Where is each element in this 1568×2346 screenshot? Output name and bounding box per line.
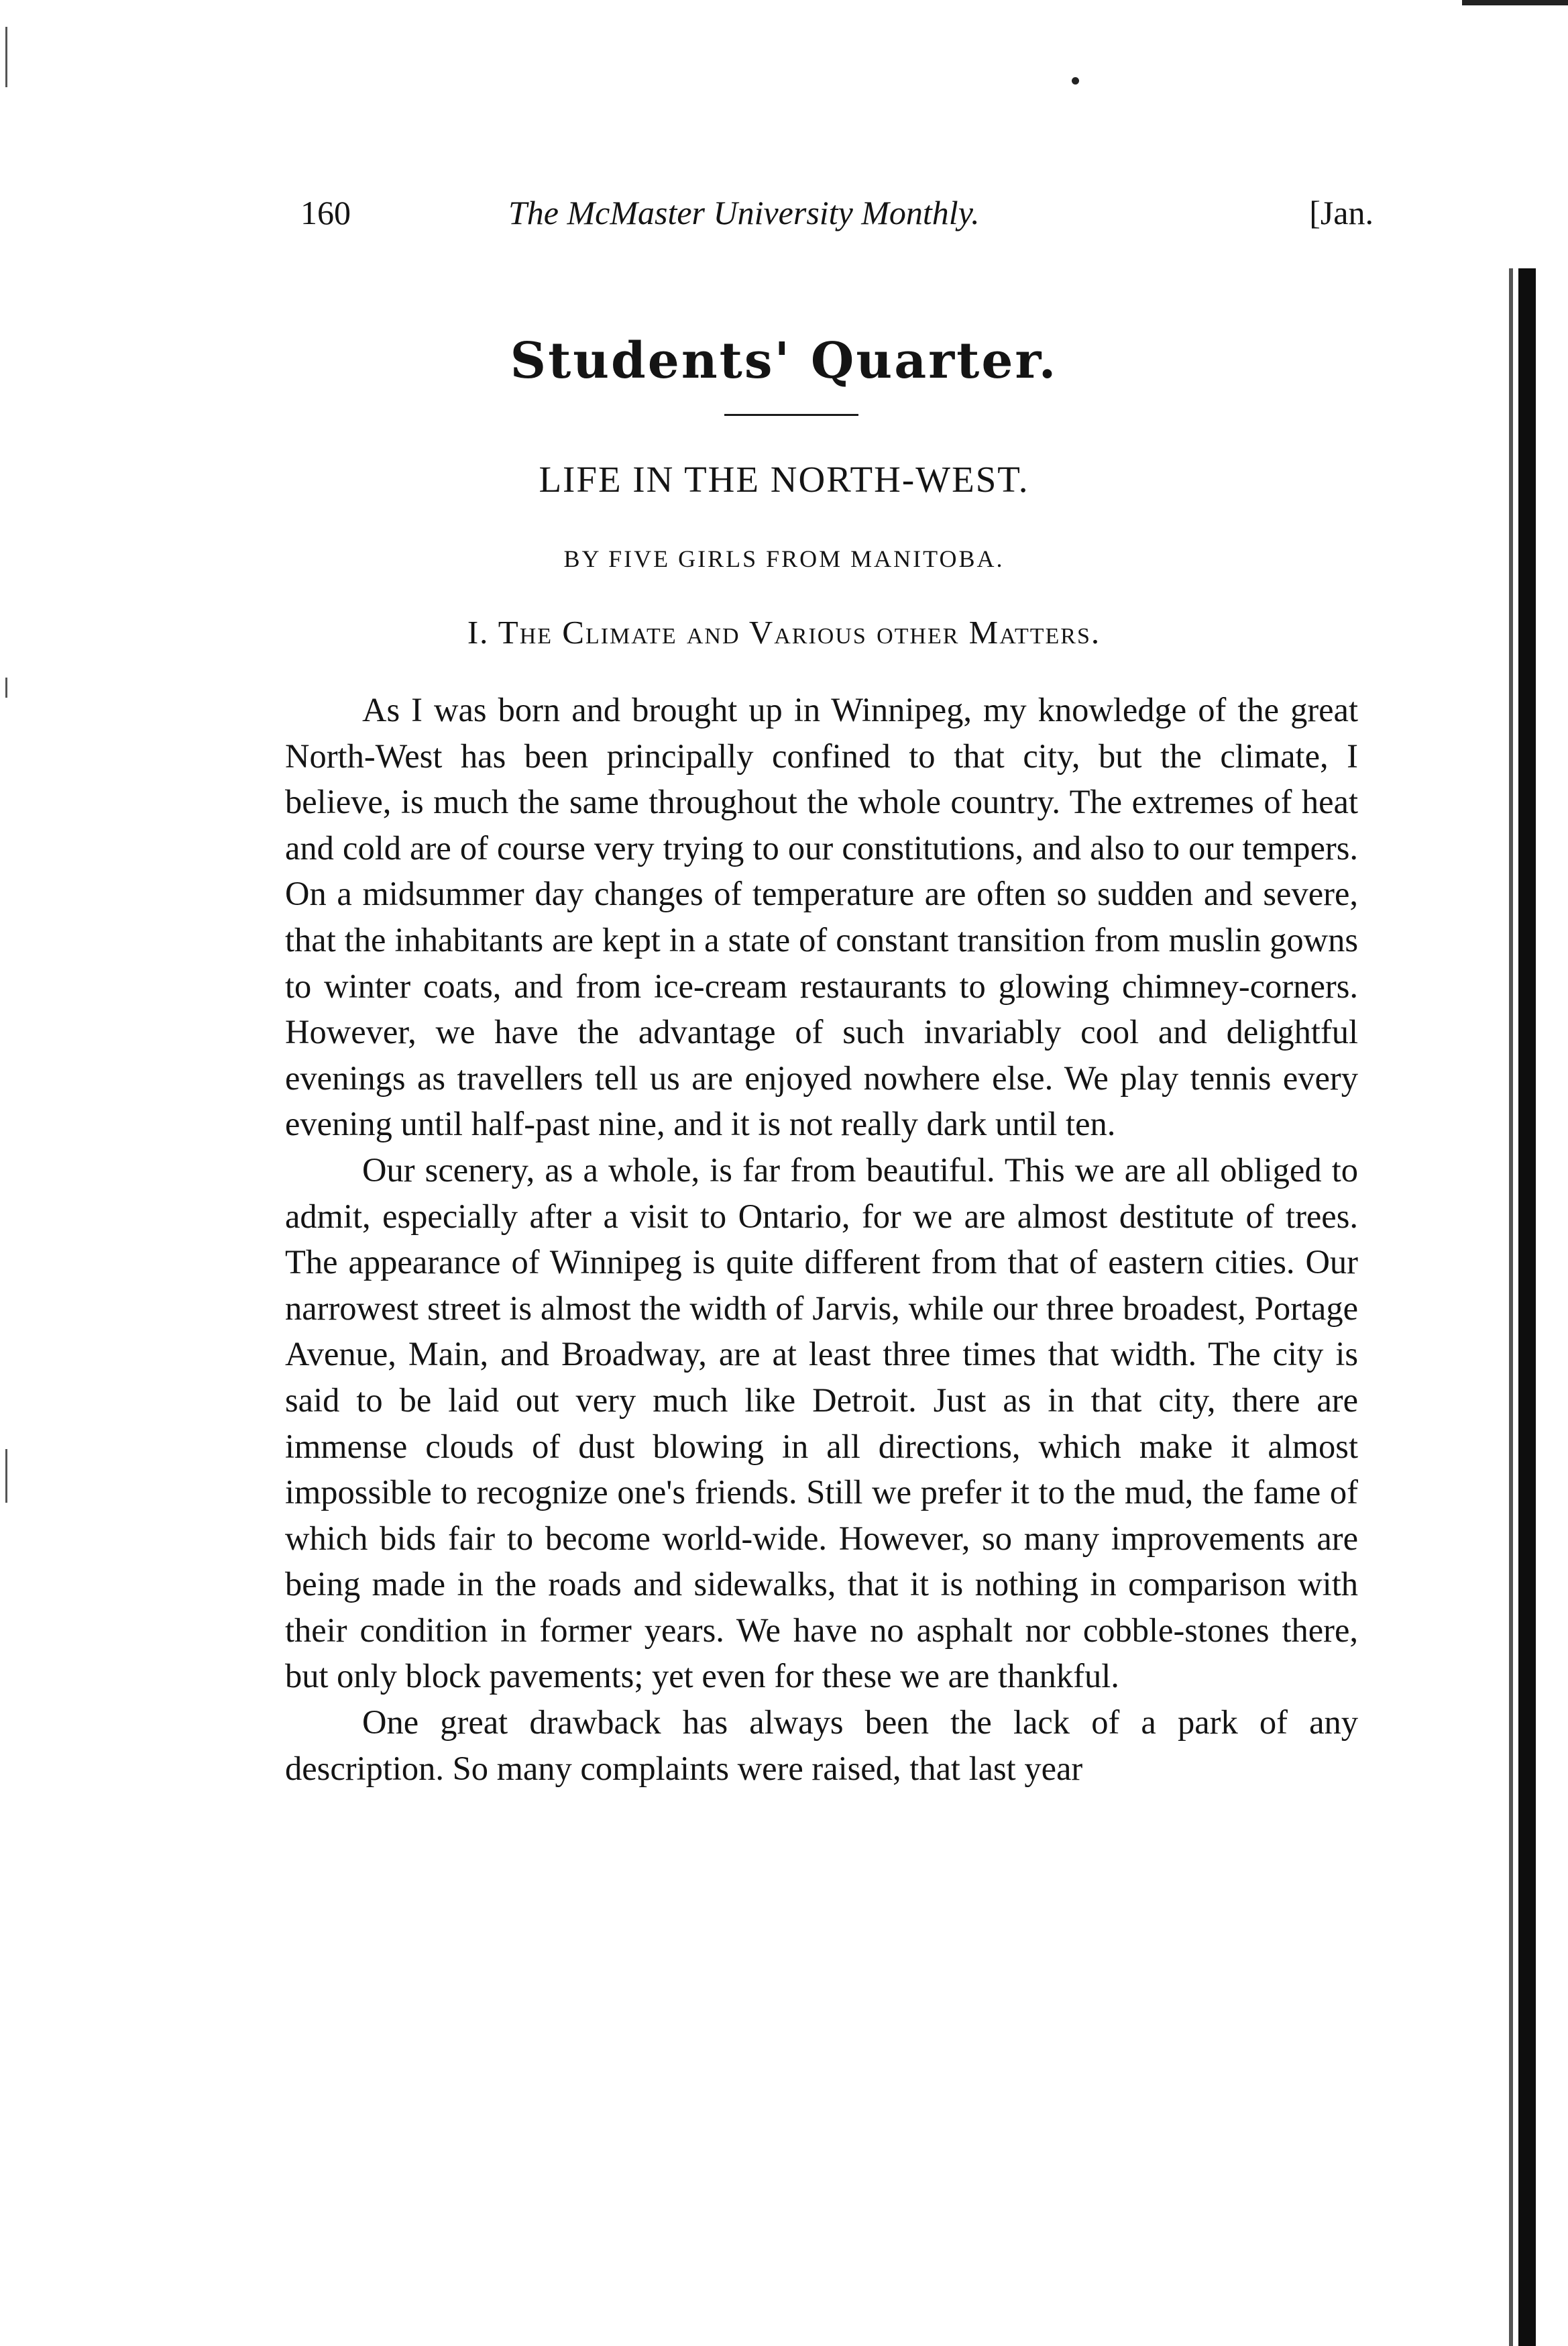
article-body [285,687,1358,1791]
body-paragraph: Our scenery, as a whole, is far from beautiful. This we are all obliged to admit, especially after a visit to Ontario, for we are almost destitute of trees. The appearance of Winnipeg is quite different from that of eastern cities. Our narrowest street is almost the width of Jarvis, while our three broadest, Portage Avenue, Main, and Broadway, are at least three times that width. The city is said to be laid out very much like Detroit. Just as in that city, there are immense clouds of dust blowing in all directions, which make it almost impossible to recognize one's friends. Still we prefer it to the mud, the fame of which bids fair to become world-wide. However, so many improvements are being made in the roads and sidewalks, that it is nothing in comparison with their condition in former years. We have no asphalt nor cobble-stones there, but only block pavements; yet even for these we are thankful. [285,1151,1358,1695]
article-byline: BY FIVE GIRLS FROM MANITOBA. [563,545,1005,572]
body-paragraph: One great drawback has always been the lack of a park of any description. So many complaints were raised, that last year [285,1703,1358,1787]
article-title: LIFE IN THE NORTH-WEST. [539,459,1029,500]
scan-artifact-corner [1462,0,1568,5]
page-number: 160 [300,194,351,231]
page-edge-shadow [1509,268,1513,2346]
running-header [300,189,1374,236]
issue-month: [Jan. [1309,194,1374,231]
page-edge-binding [1518,268,1536,2346]
journal-title: The McMaster University Monthly. [508,194,980,231]
scan-artifact-left-tick [5,1449,7,1503]
scan-artifact-dot [1072,77,1079,85]
scan-artifact-left-tick [5,27,7,87]
section-title: Students' Quarter. [510,332,1058,390]
body-paragraph: As I was born and brought up in Winnipeg, my knowledge of the great North-West has been principally confined to that city, but the climate, I believe, is much the same throughout the whole country. The extremes of heat and cold are of course very trying to our constitutions, and also to our tempers. On a midsummer day changes of temperature are often so sudden and severe, that the inhabitants are kept in a state of constant transition from muslin gowns to winter coats, and from ice-cream restaurants to glowing chimney-corners. However, we have the advantage of such invariably cool and delightful evenings as travellers tell us are enjoyed nowhere else. We play tennis every evening until half-past nine, and it is not really dark until ten. [285,691,1358,1143]
article-subheading: I. The Climate and Various other Matters. [467,614,1101,651]
scan-artifact-left-tick [5,678,7,698]
title-divider [724,414,858,416]
